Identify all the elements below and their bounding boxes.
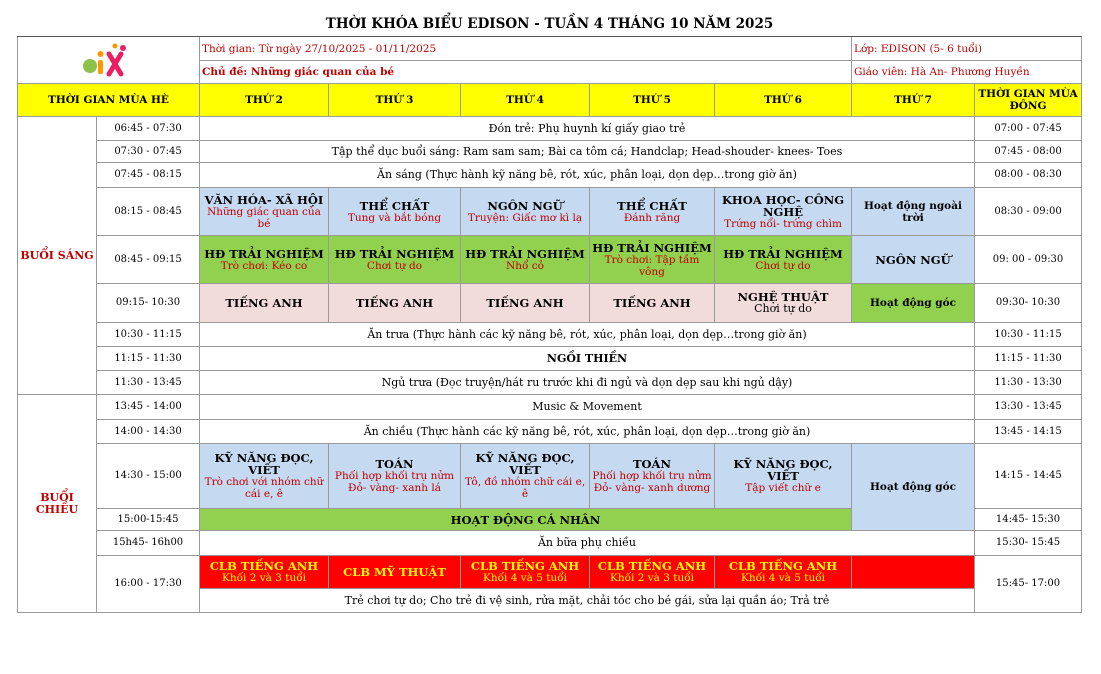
time-winter: 15:30- 15:45 xyxy=(975,531,1082,556)
time-summer: 15:00-15:45 xyxy=(97,509,200,531)
table-row xyxy=(18,236,1082,284)
time-summer: 11:30 - 13:45 xyxy=(97,371,200,395)
info-row-1 xyxy=(18,37,1082,61)
lesson-cell xyxy=(200,188,329,236)
lesson-title: Hoạt động ngoài trời xyxy=(864,199,962,224)
club-detail: Khối 2 và 3 tuổi xyxy=(221,572,307,584)
lesson-detail: Nhổ cỏ xyxy=(506,259,544,272)
table-row xyxy=(18,395,1082,420)
lesson-detail: Tô, đồ nhóm chữ cái e, ê xyxy=(464,476,586,500)
club-detail: Khối 4 và 5 tuổi xyxy=(740,572,826,584)
table-row xyxy=(18,163,1082,188)
lesson-title: TOÁN xyxy=(375,457,414,471)
lesson-title: HĐ TRẢI NGHIỆM xyxy=(334,246,455,261)
time-summer: 10:30 - 11:15 xyxy=(97,323,200,347)
header-day: THỨ 5 xyxy=(590,84,715,117)
lesson-cell xyxy=(461,444,590,509)
lesson-title: THỂ CHẤT xyxy=(359,198,430,213)
club-cell xyxy=(715,556,852,589)
activity-cell: Ăn sáng (Thực hành kỹ năng bê, rót, xúc, phân loại, dọn dẹp…trong giờ ăn) xyxy=(200,163,975,188)
page-title: THỜI KHÓA BIỂU EDISON - TUẦN 4 THÁNG 10 NĂM 2025 xyxy=(18,12,1082,37)
title-row xyxy=(18,12,1082,37)
table-row xyxy=(18,284,1082,323)
time-summer: 07:45 - 08:15 xyxy=(97,163,200,188)
info-class: Lớp: EDISON (5- 6 tuổi) xyxy=(852,37,1082,61)
header-day: THỨ 2 xyxy=(200,84,329,117)
lesson-cell xyxy=(200,284,329,323)
lesson-detail: Trứng nổi- trứng chìm xyxy=(724,217,842,230)
time-winter: 07:00 - 07:45 xyxy=(975,117,1082,141)
lesson-detail: Trò chơi: Tập tầm vông xyxy=(604,253,700,278)
timetable xyxy=(17,12,1082,613)
lesson-cell xyxy=(329,444,461,509)
time-summer: 06:45 - 07:30 xyxy=(97,117,200,141)
lesson-title: HĐ TRẢI NGHIỆM xyxy=(723,246,843,261)
lesson-title: KỸ NĂNG ĐỌC, VIẾT xyxy=(214,451,314,477)
lesson-title: NGÔN NGỮ xyxy=(487,198,563,213)
time-summer: 14:30 - 15:00 xyxy=(97,444,200,509)
lesson-title: KHOA HỌC- CÔNG NGHỆ xyxy=(721,192,845,219)
club-cell xyxy=(590,556,715,589)
time-summer: 16:00 - 17:30 xyxy=(97,556,200,613)
header-day: THỨ 6 xyxy=(715,84,852,117)
lesson-title: TIẾNG ANH xyxy=(486,296,564,310)
lesson-title: Hoạt động góc xyxy=(870,297,956,309)
club-title: CLB MỸ THUẬT xyxy=(343,565,446,579)
lesson-cell xyxy=(590,444,715,509)
lesson-detail: Những giác quan của bé xyxy=(207,205,321,230)
info-topic: Chủ đề: Những giác quan của bé xyxy=(200,61,852,84)
club-detail: Khối 2 và 3 tuổi xyxy=(609,572,695,584)
header-day: THỨ 4 xyxy=(461,84,590,117)
lesson-cell xyxy=(329,284,461,323)
lesson-detail: Phối hợp khối trụ nửm Đỏ- vàng- xanh lá xyxy=(334,470,455,494)
club-title: CLB TIẾNG ANH xyxy=(209,559,319,573)
lesson-title: VĂN HÓA- XÃ HỘI xyxy=(204,192,324,207)
logo-cell xyxy=(18,37,200,84)
lesson-title: TIẾNG ANH xyxy=(613,296,691,310)
club-cell-empty xyxy=(852,556,975,589)
lesson-title: KỸ NĂNG ĐỌC, VIẾT xyxy=(733,457,833,483)
time-winter: 10:30 - 11:15 xyxy=(975,323,1082,347)
table-row xyxy=(18,371,1082,395)
lesson-cell xyxy=(852,444,975,531)
section-afternoon: BUỔI CHIỀU xyxy=(18,395,97,613)
club-title: CLB TIẾNG ANH xyxy=(728,559,838,573)
lesson-detail: Chơi tự do xyxy=(366,259,423,272)
time-winter: 08:30 - 09:00 xyxy=(975,188,1082,236)
activity-cell: Ăn bữa phụ chiều xyxy=(200,531,975,556)
lesson-cell xyxy=(715,188,852,236)
lesson-cell xyxy=(852,284,975,323)
lesson-cell xyxy=(461,236,590,284)
time-summer: 11:15 - 11:30 xyxy=(97,347,200,371)
time-summer: 13:45 - 14:00 xyxy=(97,395,200,420)
lesson-detail: Trò chơi với nhóm chữ cái e, ê xyxy=(204,476,324,500)
lesson-title: HĐ TRẢI NGHIỆM xyxy=(465,246,585,261)
timetable-sheet xyxy=(17,12,1081,613)
time-winter: 13:30 - 13:45 xyxy=(975,395,1082,420)
lesson-title: THỂ CHẤT xyxy=(617,198,687,213)
activity-cell: NGỒI THIỀN xyxy=(200,347,975,371)
table-row xyxy=(18,556,1082,589)
lesson-detail: Trò chơi: Kéo co xyxy=(220,259,308,272)
time-summer: 14:00 - 14:30 xyxy=(97,420,200,444)
info-time: Thời gian: Từ ngày 27/10/2025 - 01/11/2025 xyxy=(200,37,852,61)
time-summer: 09:15- 10:30 xyxy=(97,284,200,323)
activity-cell: Ngủ trưa (Đọc truyện/hát ru trước khi đi ngủ và dọn dẹp sau khi ngủ dậy) xyxy=(200,371,975,395)
header-summer: THỜI GIAN MÙA HÈ xyxy=(18,84,200,117)
time-winter: 07:45 - 08:00 xyxy=(975,141,1082,163)
time-summer: 08:15 - 08:45 xyxy=(97,188,200,236)
lesson-title: TIẾNG ANH xyxy=(225,296,303,310)
time-winter: 09: 00 - 09:30 xyxy=(975,236,1082,284)
info-teacher: Giáo viên: Hà An- Phương Huyền xyxy=(852,61,1082,84)
lesson-cell xyxy=(200,444,329,509)
section-morning: BUỔI SÁNG xyxy=(18,117,97,395)
lesson-cell xyxy=(852,188,975,236)
lesson-cell xyxy=(329,236,461,284)
activity-cell: Music & Movement xyxy=(200,395,975,420)
lesson-cell xyxy=(715,284,852,323)
club-cell xyxy=(329,556,461,589)
activity-cell: Ăn chiều (Thực hành các kỹ năng bê, rót, xúc, phân loại, dọn dẹp…trong giờ ăn) xyxy=(200,420,975,444)
lesson-cell xyxy=(852,236,975,284)
lesson-detail: Tập viết chữ e xyxy=(745,482,821,494)
activity-cell: HOẠT ĐỘNG CÁ NHÂN xyxy=(200,509,852,531)
time-winter: 15:45- 17:00 xyxy=(975,556,1082,613)
header-day: THỨ 7 xyxy=(852,84,975,117)
activity-cell: Tập thể dục buổi sáng: Ram sam sam; Bài ca tôm cá; Handclap; Head-shouder- knees- Toes xyxy=(200,141,975,163)
club-title: CLB TIẾNG ANH xyxy=(597,559,707,573)
club-cell xyxy=(200,556,329,589)
table-row xyxy=(18,188,1082,236)
table-row xyxy=(18,531,1082,556)
lesson-detail: Đánh răng xyxy=(623,211,681,224)
lesson-cell xyxy=(461,188,590,236)
lesson-cell xyxy=(461,284,590,323)
time-winter: 11:15 - 11:30 xyxy=(975,347,1082,371)
lesson-title: NGHỆ THUẬT xyxy=(737,290,829,304)
table-row xyxy=(18,323,1082,347)
header-row xyxy=(18,84,1082,117)
lesson-cell xyxy=(590,236,715,284)
lesson-detail: Chơi tự do xyxy=(754,302,812,315)
lesson-title: Hoạt động góc xyxy=(870,481,956,493)
lesson-title: HĐ TRẢI NGHIỆM xyxy=(204,246,324,261)
lesson-title: HĐ TRẢI NGHIỆM xyxy=(592,240,712,255)
lesson-cell xyxy=(590,284,715,323)
time-winter: 13:45 - 14:15 xyxy=(975,420,1082,444)
club-detail: Khối 4 và 5 tuổi xyxy=(482,572,568,584)
lesson-cell xyxy=(590,188,715,236)
time-winter: 14:15 - 14:45 xyxy=(975,444,1082,509)
lesson-title: NGÔN NGỮ xyxy=(875,252,951,267)
lesson-title: TIẾNG ANH xyxy=(355,296,434,310)
time-winter: 11:30 - 13:30 xyxy=(975,371,1082,395)
time-summer: 07:30 - 07:45 xyxy=(97,141,200,163)
lesson-cell xyxy=(329,188,461,236)
table-row xyxy=(18,444,1082,509)
lesson-title: TOÁN xyxy=(632,457,671,471)
lesson-detail: Chơi tự do xyxy=(755,259,811,272)
table-row xyxy=(18,141,1082,163)
club-cell xyxy=(461,556,590,589)
lesson-detail: Phối hợp khối trụ nửm Đỏ- vàng- xanh dương xyxy=(592,470,712,494)
header-winter: THỜI GIAN MÙA ĐÔNG xyxy=(975,84,1082,117)
time-summer: 08:45 - 09:15 xyxy=(97,236,200,284)
time-winter: 14:45- 15:30 xyxy=(975,509,1082,531)
time-summer: 15h45- 16h00 xyxy=(97,531,200,556)
activity-cell: Trẻ chơi tự do; Cho trẻ đi vệ sinh, rửa mặt, chải tóc cho bé gái, sửa lại quần áo; Trả trẻ xyxy=(200,589,975,613)
time-winter: 09:30- 10:30 xyxy=(975,284,1082,323)
lesson-detail: Truyện: Giấc mơ kì lạ xyxy=(467,211,583,224)
lesson-cell xyxy=(715,444,852,509)
table-row xyxy=(18,420,1082,444)
lesson-cell xyxy=(715,236,852,284)
header-day: THỨ 3 xyxy=(329,84,461,117)
time-winter: 08:00 - 08:30 xyxy=(975,163,1082,188)
table-row xyxy=(18,347,1082,371)
lesson-detail: Tung và bắt bóng xyxy=(347,211,442,224)
lesson-title: KỸ NĂNG ĐỌC, VIẾT xyxy=(475,451,575,477)
table-row xyxy=(18,117,1082,141)
activity-cell: Đón trẻ: Phụ huynh kí giấy giao trẻ xyxy=(200,117,975,141)
activity-cell: Ăn trưa (Thực hành các kỹ năng bê, rót, xúc, phân loại, dọn dẹp…trong giờ ăn) xyxy=(200,323,975,347)
lesson-cell xyxy=(200,236,329,284)
aik-logo-icon xyxy=(81,40,137,78)
club-title: CLB TIẾNG ANH xyxy=(470,559,580,573)
